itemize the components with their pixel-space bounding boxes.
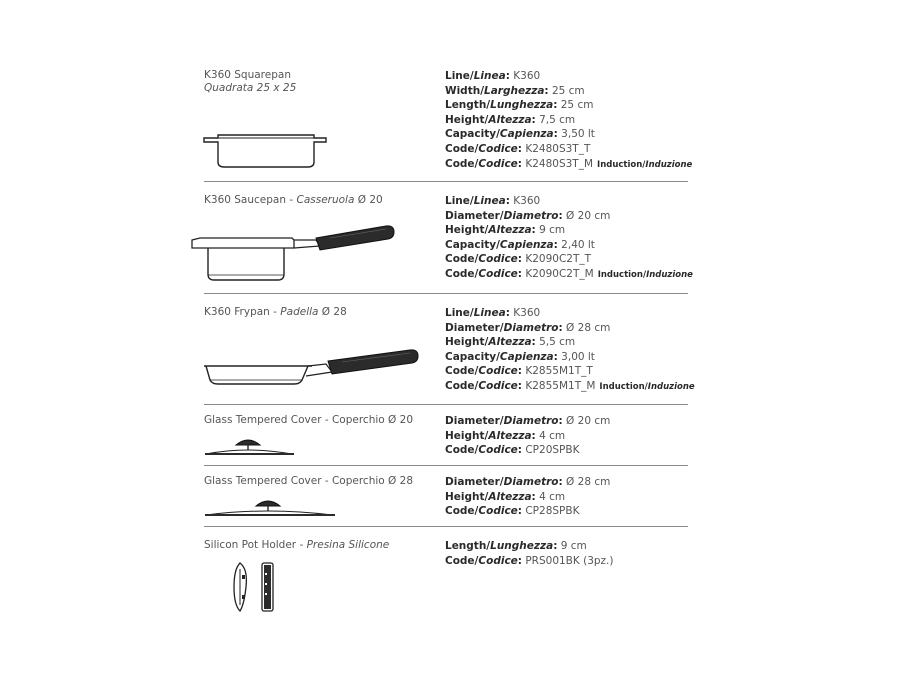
spec-code: Code/Codice: CP20SPBK: [445, 444, 580, 457]
spec-value: 4 cm: [539, 490, 566, 503]
spec-value: 9 cm: [539, 224, 566, 237]
spec-value: K360: [513, 70, 541, 82]
spec-value: K360: [513, 307, 541, 319]
spec-value: 5,5 cm: [539, 336, 576, 349]
frypan-drawing: [202, 346, 422, 388]
product-name: Silicon Pot Holder -: [204, 539, 307, 551]
product-name: K360 Saucepan -: [204, 194, 297, 206]
spec-height: Height/Altezza: 5,5 cm: [445, 336, 576, 349]
divider: [204, 293, 688, 294]
product-name: Glass Tempered Cover - Coperchio Ø 28: [204, 475, 414, 487]
spec-value: 7,5 cm: [539, 113, 576, 126]
product-subtitle: Presina Silicone: [306, 539, 390, 551]
spec-value: 9 cm: [560, 540, 587, 552]
spec-width: Width/Larghezza: 25 cm: [445, 84, 585, 97]
spec-value: K360: [513, 195, 541, 207]
spec-capacity: Capacity/Capienza: 3,00 lt: [445, 350, 595, 363]
product-title: [204, 414, 413, 427]
product-title: [204, 194, 383, 207]
spec-list: [445, 414, 610, 458]
spec-value: K2855M1T_M: [525, 379, 596, 392]
spec-value: 25 cm: [551, 84, 585, 97]
spec-line: Line/Linea: K360: [445, 307, 541, 319]
product-name: K360 Squarepan: [204, 69, 291, 81]
product-title: [204, 306, 347, 319]
spec-code: Code/Codice: CP28SPBK: [445, 505, 580, 518]
spec-value: CP28SPBK: [525, 505, 580, 518]
spec-line: Line/Linea: K360: [445, 195, 541, 207]
product-subtitle: Padella: [280, 306, 319, 318]
spec-value: Ø 28 cm: [566, 476, 611, 488]
product-subtitle: Quadrata 25 x 25: [204, 82, 297, 94]
spec-value: K2480S3T_M: [525, 157, 594, 170]
spec-diameter: Diameter/Diametro: Ø 20 cm: [445, 415, 611, 427]
spec-height: Height/Altezza: 7,5 cm: [445, 113, 576, 126]
spec-value: 3,50 lt: [561, 128, 595, 141]
spec-line: Line/Linea: K360: [445, 70, 541, 82]
spec-code-induction: Code/Codice: K2855M1T_M Induction/Induzione: [445, 379, 695, 392]
glass-cover-28-drawing: [204, 497, 338, 519]
spec-list: [445, 306, 695, 395]
spec-height: Height/Altezza: 4 cm: [445, 490, 566, 503]
spec-value: K2090C2T_M: [525, 267, 594, 280]
spec-value: PRS001BK (3pz.): [525, 554, 614, 567]
spec-length: Length/Lunghezza: 25 cm: [445, 99, 594, 112]
spec-value: K2855M1T_T: [525, 365, 593, 378]
spec-list: [445, 69, 692, 172]
saucepan-drawing: [190, 224, 396, 284]
spec-height: Height/Altezza: 9 cm: [445, 224, 566, 237]
divider: [204, 465, 688, 466]
spec-code-induction: Code/Codice: K2090C2T_M Induction/Induzione: [445, 267, 693, 280]
spec-value: K2480S3T_T: [525, 142, 591, 155]
spec-height: Height/Altezza: 4 cm: [445, 429, 566, 442]
divider: [204, 181, 688, 182]
pot-holder-drawing: [232, 561, 278, 613]
glass-cover-20-drawing: [204, 436, 296, 458]
spec-value: Ø 28 cm: [566, 321, 611, 334]
product-name: Glass Tempered Cover - Coperchio Ø 20: [204, 414, 414, 426]
spec-value: Ø 20 cm: [566, 415, 611, 427]
spec-code: Code/Codice: K2855M1T_T: [445, 365, 593, 378]
induction-badge: Induction/Induzione: [597, 269, 693, 280]
induction-badge: Induction/Induzione: [599, 381, 695, 392]
spec-code: Code/Codice: K2480S3T_T: [445, 142, 591, 155]
spec-diameter: Diameter/Diametro: Ø 20 cm: [445, 209, 611, 222]
spec-list: [445, 475, 610, 519]
spec-length: Length/Lunghezza: 9 cm: [445, 540, 587, 552]
product-subtitle: Casseruola: [296, 194, 355, 206]
spec-value: Ø 20 cm: [566, 209, 611, 222]
spec-code-induction: Code/Codice: K2480S3T_M Induction/Induzione: [445, 157, 693, 170]
divider: [204, 526, 688, 527]
induction-badge: Induction/Induzione: [597, 159, 693, 170]
spec-capacity: Capacity/Capienza: 3,50 lt: [445, 128, 595, 141]
spec-value: 4 cm: [539, 429, 566, 442]
spec-value: 2,40 lt: [561, 238, 595, 251]
spec-list: [445, 539, 614, 568]
product-size: Ø 28: [318, 306, 347, 318]
spec-code: Code/Codice: K2090C2T_T: [445, 253, 592, 266]
spec-list: [445, 194, 693, 283]
spec-diameter: Diameter/Diametro: Ø 28 cm: [445, 476, 611, 488]
product-title: [204, 475, 413, 488]
spec-value: 3,00 lt: [561, 350, 595, 363]
spec-value: K2090C2T_T: [525, 253, 592, 266]
spec-value: 25 cm: [560, 99, 594, 112]
spec-capacity: Capacity/Capienza: 2,40 lt: [445, 238, 595, 251]
divider: [204, 404, 688, 405]
product-title: [204, 69, 296, 95]
squarepan-drawing: [202, 131, 328, 171]
spec-value: CP20SPBK: [525, 444, 580, 457]
spec-diameter: Diameter/Diametro: Ø 28 cm: [445, 321, 611, 334]
spec-code: Code/Codice: PRS001BK (3pz.): [445, 554, 614, 567]
product-name: K360 Frypan -: [204, 306, 281, 318]
product-title: [204, 539, 389, 552]
product-size: Ø 20: [354, 194, 383, 206]
